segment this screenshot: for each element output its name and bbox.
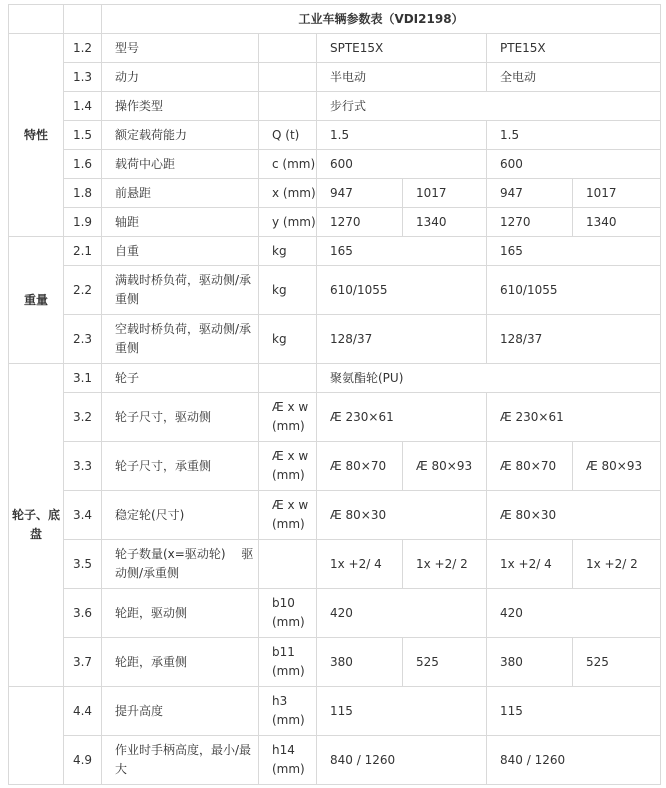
unit-cell: x (mm) bbox=[259, 179, 317, 208]
unit-cell: kg bbox=[259, 266, 317, 315]
value-cell: 半电动 bbox=[317, 63, 487, 92]
item-name: 轮子数量(x=驱动轮) 驱动侧/承重侧 bbox=[102, 540, 259, 589]
item-number: 1.8 bbox=[64, 179, 102, 208]
value-cell: Æ 80×93 bbox=[403, 442, 487, 491]
item-name: 满载时桥负荷，驱动侧/承重侧 bbox=[102, 266, 259, 315]
item-number: 2.2 bbox=[64, 266, 102, 315]
value-cell: 1340 bbox=[573, 208, 661, 237]
spec-table bbox=[8, 4, 661, 785]
item-number: 4.4 bbox=[64, 687, 102, 736]
item-name: 轮子尺寸，驱动侧 bbox=[102, 393, 259, 442]
item-number: 3.2 bbox=[64, 393, 102, 442]
value-cell: 525 bbox=[573, 638, 661, 687]
unit-cell bbox=[259, 34, 317, 63]
value-cell: 600 bbox=[487, 150, 661, 179]
value-cell: Æ 80×30 bbox=[487, 491, 661, 540]
item-name: 型号 bbox=[102, 34, 259, 63]
table-row bbox=[9, 687, 661, 736]
value-cell: 947 bbox=[317, 179, 403, 208]
value-cell: Æ 230×61 bbox=[487, 393, 661, 442]
item-name: 自重 bbox=[102, 237, 259, 266]
corner-cell bbox=[9, 5, 64, 34]
table-row bbox=[9, 34, 661, 63]
item-number: 1.2 bbox=[64, 34, 102, 63]
unit-cell: kg bbox=[259, 237, 317, 266]
table-row bbox=[9, 540, 661, 589]
value-cell: Æ 230×61 bbox=[317, 393, 487, 442]
value-cell: 115 bbox=[487, 687, 661, 736]
section-label: 重量 bbox=[9, 237, 64, 364]
value-cell: 840 / 1260 bbox=[487, 736, 661, 785]
value-cell: Æ 80×70 bbox=[317, 442, 403, 491]
table-row bbox=[9, 589, 661, 638]
value-cell: 1017 bbox=[403, 179, 487, 208]
value-cell: 380 bbox=[487, 638, 573, 687]
item-name: 轮子 bbox=[102, 364, 259, 393]
value-cell: 610/1055 bbox=[487, 266, 661, 315]
unit-cell: h14 (mm) bbox=[259, 736, 317, 785]
table-row bbox=[9, 442, 661, 491]
value-cell: 1x +2/ 4 bbox=[317, 540, 403, 589]
item-number: 3.7 bbox=[64, 638, 102, 687]
item-name: 额定载荷能力 bbox=[102, 121, 259, 150]
item-name: 轮距，承重侧 bbox=[102, 638, 259, 687]
unit-cell: Æ x w (mm) bbox=[259, 491, 317, 540]
item-name: 提升高度 bbox=[102, 687, 259, 736]
table-row bbox=[9, 393, 661, 442]
item-number: 3.5 bbox=[64, 540, 102, 589]
value-cell: 128/37 bbox=[317, 315, 487, 364]
table-row bbox=[9, 208, 661, 237]
table-row bbox=[9, 315, 661, 364]
item-name: 轮距，驱动侧 bbox=[102, 589, 259, 638]
unit-cell: b11 (mm) bbox=[259, 638, 317, 687]
value-cell: 1017 bbox=[573, 179, 661, 208]
value-cell: 1.5 bbox=[317, 121, 487, 150]
value-cell: 1.5 bbox=[487, 121, 661, 150]
value-cell: 420 bbox=[487, 589, 661, 638]
item-number: 1.9 bbox=[64, 208, 102, 237]
value-cell: SPTE15X bbox=[317, 34, 487, 63]
unit-cell bbox=[259, 92, 317, 121]
table-row bbox=[9, 736, 661, 785]
unit-cell: c (mm) bbox=[259, 150, 317, 179]
unit-cell: b10 (mm) bbox=[259, 589, 317, 638]
item-name: 轴距 bbox=[102, 208, 259, 237]
table-row bbox=[9, 121, 661, 150]
item-number: 3.1 bbox=[64, 364, 102, 393]
value-cell: 1x +2/ 2 bbox=[573, 540, 661, 589]
item-name: 稳定轮(尺寸) bbox=[102, 491, 259, 540]
value-cell: 610/1055 bbox=[317, 266, 487, 315]
table-row bbox=[9, 266, 661, 315]
value-cell: 1270 bbox=[317, 208, 403, 237]
value-cell: 聚氨酯轮(PU) bbox=[317, 364, 661, 393]
item-name: 轮子尺寸，承重侧 bbox=[102, 442, 259, 491]
item-number: 1.5 bbox=[64, 121, 102, 150]
table-row bbox=[9, 491, 661, 540]
value-cell: Æ 80×93 bbox=[573, 442, 661, 491]
value-cell: 1x +2/ 4 bbox=[487, 540, 573, 589]
item-name: 作业时手柄高度，最小/最大 bbox=[102, 736, 259, 785]
item-number: 1.4 bbox=[64, 92, 102, 121]
value-cell: PTE15X bbox=[487, 34, 661, 63]
item-number: 2.1 bbox=[64, 237, 102, 266]
table-row bbox=[9, 92, 661, 121]
value-cell: 165 bbox=[317, 237, 487, 266]
value-cell: 840 / 1260 bbox=[317, 736, 487, 785]
item-number: 4.9 bbox=[64, 736, 102, 785]
value-cell: 128/37 bbox=[487, 315, 661, 364]
item-number: 3.4 bbox=[64, 491, 102, 540]
value-cell: 600 bbox=[317, 150, 487, 179]
item-number: 1.6 bbox=[64, 150, 102, 179]
item-number: 3.3 bbox=[64, 442, 102, 491]
unit-cell bbox=[259, 540, 317, 589]
value-cell: Æ 80×70 bbox=[487, 442, 573, 491]
table-row bbox=[9, 237, 661, 266]
table-title: 工业车辆参数表（VDI2198） bbox=[102, 5, 661, 34]
unit-cell bbox=[259, 63, 317, 92]
item-number: 2.3 bbox=[64, 315, 102, 364]
item-name: 空载时桥负荷，驱动侧/承重侧 bbox=[102, 315, 259, 364]
item-name: 动力 bbox=[102, 63, 259, 92]
item-number: 1.3 bbox=[64, 63, 102, 92]
unit-cell: Æ x w (mm) bbox=[259, 393, 317, 442]
item-number: 3.6 bbox=[64, 589, 102, 638]
value-cell: 380 bbox=[317, 638, 403, 687]
value-cell: 1340 bbox=[403, 208, 487, 237]
title-row bbox=[9, 5, 661, 34]
unit-cell: Q (t) bbox=[259, 121, 317, 150]
value-cell: 165 bbox=[487, 237, 661, 266]
value-cell: 420 bbox=[317, 589, 487, 638]
value-cell: 115 bbox=[317, 687, 487, 736]
table-row bbox=[9, 179, 661, 208]
item-name: 载荷中心距 bbox=[102, 150, 259, 179]
value-cell: 947 bbox=[487, 179, 573, 208]
value-cell: 全电动 bbox=[487, 63, 661, 92]
table-row bbox=[9, 150, 661, 179]
table-row bbox=[9, 63, 661, 92]
value-cell: 1x +2/ 2 bbox=[403, 540, 487, 589]
section-label: 特性 bbox=[9, 34, 64, 237]
corner-cell bbox=[64, 5, 102, 34]
value-cell: 步行式 bbox=[317, 92, 661, 121]
section-label bbox=[9, 687, 64, 785]
value-cell: Æ 80×30 bbox=[317, 491, 487, 540]
unit-cell: h3 (mm) bbox=[259, 687, 317, 736]
table-row bbox=[9, 638, 661, 687]
unit-cell bbox=[259, 364, 317, 393]
unit-cell: Æ x w (mm) bbox=[259, 442, 317, 491]
unit-cell: kg bbox=[259, 315, 317, 364]
section-label: 轮子、底盘 bbox=[9, 364, 64, 687]
item-name: 操作类型 bbox=[102, 92, 259, 121]
table-row bbox=[9, 364, 661, 393]
unit-cell: y (mm) bbox=[259, 208, 317, 237]
value-cell: 1270 bbox=[487, 208, 573, 237]
value-cell: 525 bbox=[403, 638, 487, 687]
item-name: 前悬距 bbox=[102, 179, 259, 208]
